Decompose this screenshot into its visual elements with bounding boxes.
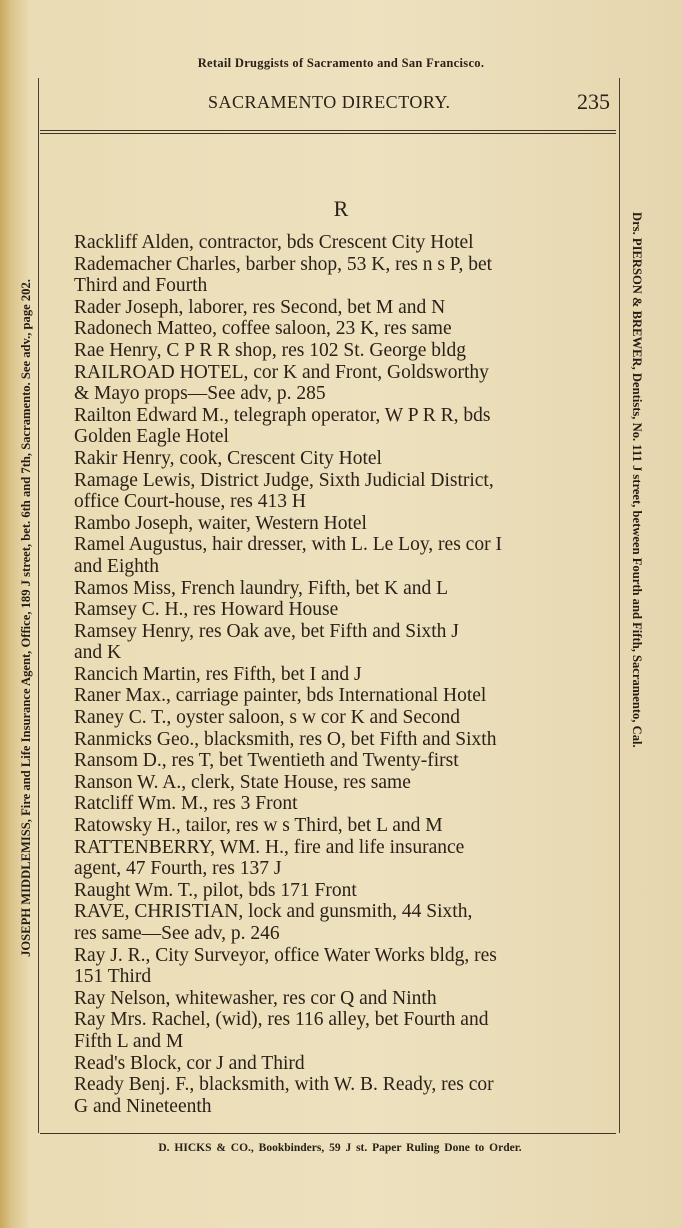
entry-line: Ramel Augustus, hair dresser, with L. Le Loy, res cor I: [74, 534, 502, 556]
left-margin-advertisement: JOSEPH MIDDLEMISS, Fire and Life Insurance Agent, Office, 189 J street, bet. 6th and 7th, Sacramento. See adv., page 202.: [19, 279, 33, 957]
entry-continuation: 151 Third: [74, 966, 152, 988]
entry-line: Ray Nelson, whitewasher, res cor Q and Ninth: [74, 987, 437, 1009]
entry-line: Radonech Matteo, coffee saloon, 23 K, res same: [74, 318, 452, 340]
directory-entry: [74, 254, 604, 297]
entry-line: Ramos Miss, French laundry, Fifth, bet K and L: [74, 577, 449, 599]
running-header: [38, 89, 618, 122]
directory-entry: [74, 1009, 604, 1052]
entry-continuation: Golden Eagle Hotel: [74, 426, 229, 448]
directory-title: SACRAMENTO DIRECTORY.: [208, 92, 451, 112]
entry-continuation: agent, 47 Fourth, res 137 J: [74, 858, 282, 880]
directory-entry: [74, 513, 604, 535]
directory-entry: [74, 232, 604, 254]
entry-line: Raney C. T., oyster saloon, s w cor K and Second: [74, 707, 460, 729]
entry-line: Rackliff Alden, contractor, bds Crescent City Hotel: [74, 232, 474, 253]
entry-continuation: Third and Fourth: [74, 275, 208, 297]
directory-entry: [74, 750, 604, 772]
entry-line: Ratcliff Wm. M., res 3 Front: [74, 793, 298, 815]
top-advertisement-band: Retail Druggists of Sacramento and San Francisco.: [197, 56, 485, 70]
section-letter: R: [333, 196, 349, 221]
entry-continuation: & Mayo props—See adv, p. 285: [74, 383, 326, 405]
entry-line: Ranson W. A., clerk, State House, res same: [74, 771, 411, 793]
directory-entry: [74, 318, 604, 340]
entry-continuation: G and Nineteenth: [74, 1095, 212, 1117]
directory-entry: [74, 880, 604, 902]
entry-line: Ramsey C. H., res Howard House: [74, 599, 339, 621]
entry-line: Rakir Henry, cook, Crescent City Hotel: [74, 447, 382, 469]
entry-line: Rader Joseph, laborer, res Second, bet M and N: [74, 296, 446, 318]
directory-entry: [74, 815, 604, 837]
entry-continuation: office Court-house, res 413 H: [74, 491, 306, 513]
directory-entry: [74, 837, 604, 880]
directory-entry: [74, 534, 604, 577]
header-rule-lower: [40, 133, 616, 134]
entry-line: Ready Benj. F., blacksmith, with W. B. Ready, res cor: [74, 1074, 494, 1096]
entry-line: Ramage Lewis, District Judge, Sixth Judicial District,: [74, 469, 494, 491]
entry-line: Ransom D., res T, bet Twentieth and Twenty-first: [74, 750, 459, 772]
directory-entry: [74, 945, 604, 988]
entry-line: RAILROAD HOTEL, cor K and Front, Goldsworthy: [74, 361, 489, 383]
entry-continuation: res same—See adv, p. 246: [74, 923, 280, 944]
entry-continuation: and Eighth: [74, 555, 160, 577]
entry-line: Railton Edward M., telegraph operator, W P R R, bds: [74, 404, 491, 426]
directory-entry: [74, 1053, 604, 1075]
directory-entry: [74, 707, 604, 729]
entry-line: Raner Max., carriage painter, bds International Hotel: [74, 685, 487, 707]
directory-entry: [74, 621, 604, 664]
directory-entry: [74, 340, 604, 362]
entry-line: RATTENBERRY, WM. H., fire and life insurance: [74, 836, 465, 858]
entry-line: Rancich Martin, res Fifth, bet I and J: [74, 663, 362, 685]
entry-line: Ranmicks Geo., blacksmith, res O, bet Fifth and Sixth: [74, 728, 497, 750]
entry-continuation: and K: [74, 642, 122, 664]
entry-line: Rambo Joseph, waiter, Western Hotel: [74, 512, 367, 534]
directory-entries: [74, 232, 604, 1117]
entry-line: Ray J. R., City Surveyor, office Water Works bldg, res: [74, 944, 497, 966]
directory-entry: [74, 685, 604, 707]
entry-line: Ratowsky H., tailor, res w s Third, bet L and M: [74, 815, 443, 837]
right-margin-advertisement: Drs. PIERSON & BREWER, Dentists, No. 111 J street, between Fourth and Fifth, Sacramento, Cal.: [630, 212, 644, 748]
directory-entry: [74, 405, 604, 448]
entry-line: Ray Mrs. Rachel, (wid), res 116 alley, bet Fourth and: [74, 1009, 489, 1031]
entry-line: Read's Block, cor J and Third: [74, 1052, 305, 1074]
directory-entry: [74, 664, 604, 686]
directory-entry: [74, 729, 604, 751]
directory-entry: [74, 297, 604, 319]
entry-line: RAVE, CHRISTIAN, lock and gunsmith, 44 Sixth,: [74, 901, 473, 923]
entry-line: Ramsey Henry, res Oak ave, bet Fifth and Sixth J: [74, 620, 459, 642]
header-rule-upper: [40, 130, 616, 131]
directory-entry: [74, 772, 604, 794]
directory-entry: [74, 901, 604, 944]
directory-entry: [74, 599, 604, 621]
directory-entry: [74, 988, 604, 1010]
directory-entry: [74, 1074, 604, 1117]
bottom-advertisement-band: D. HICKS & CO., Bookbinders, 59 J st. Paper Ruling Done to Order.: [158, 1142, 522, 1154]
entry-line: Raught Wm. T., pilot, bds 171 Front: [74, 879, 357, 901]
entry-line: Rae Henry, C P R R shop, res 102 St. George bldg: [74, 339, 466, 361]
entry-line: Rademacher Charles, barber shop, 53 K, res n s P, bet: [74, 253, 493, 275]
directory-entry: [74, 362, 604, 405]
page-number: 235: [577, 89, 610, 114]
directory-entry: [74, 793, 604, 815]
directory-entry: [74, 470, 604, 513]
footer-rule: [40, 1133, 616, 1134]
directory-entry: [74, 578, 604, 600]
entry-continuation: Fifth L and M: [74, 1030, 184, 1052]
directory-entry: [74, 448, 604, 470]
